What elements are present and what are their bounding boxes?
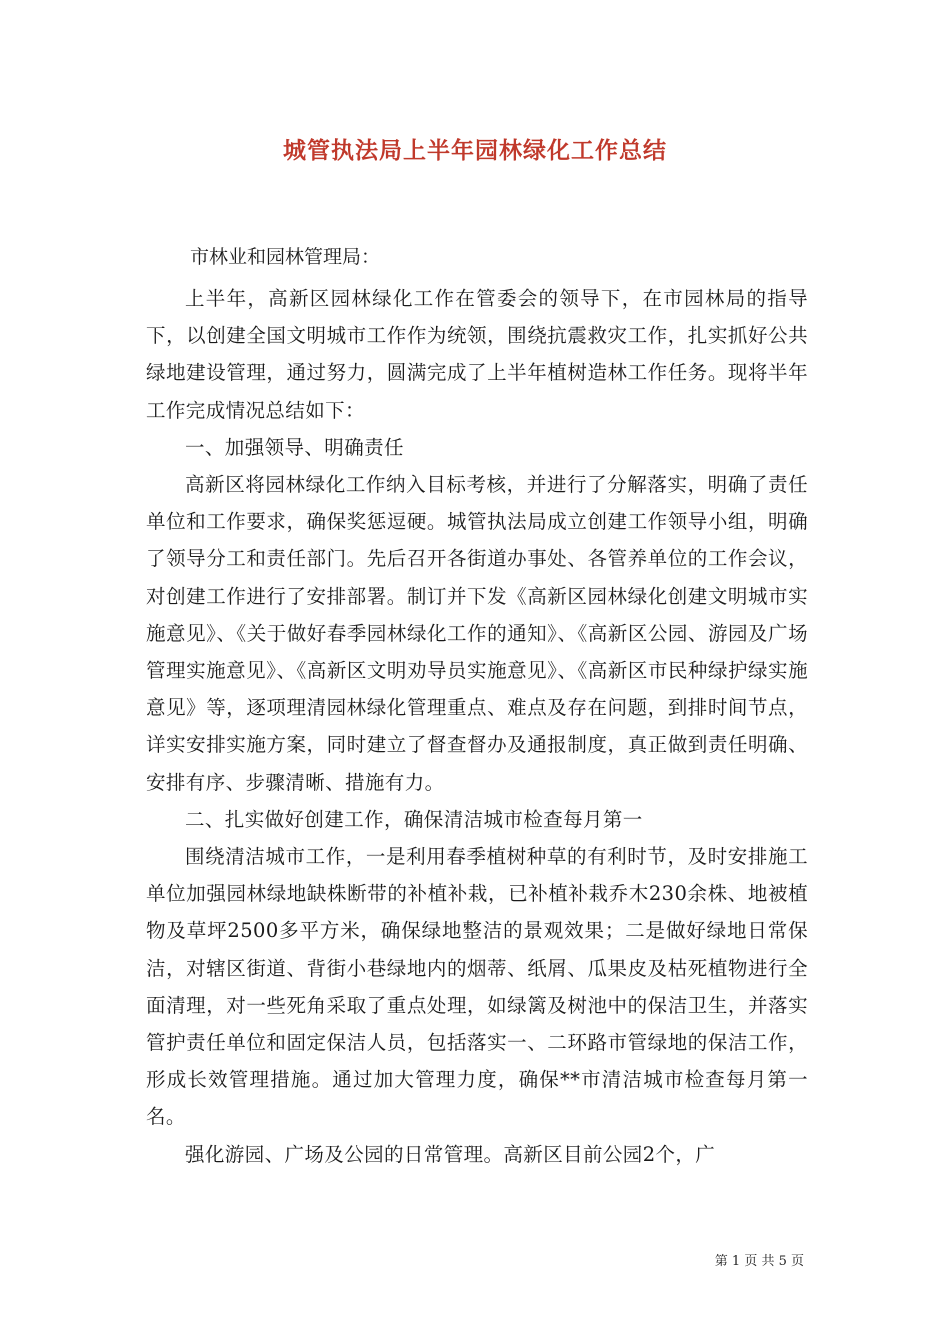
salutation: 市林业和园林管理局： bbox=[190, 246, 381, 268]
document-body bbox=[146, 238, 808, 1173]
paragraph-intro: 上半年，高新区园林绿化工作在管委会的领导下，在市园林局的指导下，以创建全国文明城市工作作为统领，围绕抗震救灾工作，扎实抓好公共绿地建设管理，通过努力，圆满完成了上半年植树造林工作任务。现将半年工作完成情况总结如下： bbox=[146, 287, 808, 422]
page-number-footer: 第 1 页 共 5 页 bbox=[714, 1254, 804, 1269]
section-heading-1: 一、加强领导、明确责任 bbox=[185, 435, 404, 459]
paragraph-section-1: 高新区将园林绿化工作纳入目标考核，并进行了分解落实，明确了责任单位和工作要求，确保奖惩逗硬。城管执法局成立创建工作领导小组，明确了领导分工和责任部门。先后召开各街道办事处、各管养单位的工作会议，对创建工作进行了安排部署。制订并下发《高新区园林绿化创建文明城市实施意见》、《关于做好春季园林绿化工作的通知》、《高新区公园、游园及广场管理实施意见》、《高新区文明劝导员实施意见》、《高新区市民种绿护绿实施意见》等，逐项理清园林绿化管理重点、难点及存在问题，到排时间节点，详实安排实施方案，同时建立了督查督办及通报制度，真正做到责任明确、安排有序、步骤清晰、措施有力。 bbox=[146, 473, 808, 794]
document-title: 城管执法局上半年园林绿化工作总结 bbox=[283, 137, 667, 164]
section-heading-2: 二、扎实做好创建工作，确保清洁城市检查每月第一 bbox=[185, 807, 643, 831]
paragraph-section-2: 围绕清洁城市工作，一是利用春季植树种草的有利时节，及时安排施工单位加强园林绿地缺株断带的补植补栽，已补植补栽乔木230余株、地被植物及草坪2500多平方米，确保绿地整洁的景观效果；二是做好绿地日常保洁，对辖区街道、背街小巷绿地内的烟蒂、纸屑、瓜果皮及枯死植物进行全面清理，对一些死角采取了重点处理，如绿篱及树池中的保洁卫生，并落实管护责任单位和固定保洁人员，包括落实一、二环路市管绿地的保洁工作，形成长效管理措施。通过加大管理力度，确保**市清洁城市检查每月第一名。 bbox=[146, 845, 808, 1129]
paragraph-parks: 强化游园、广场及公园的日常管理。高新区目前公园2个，广 bbox=[185, 1142, 716, 1166]
